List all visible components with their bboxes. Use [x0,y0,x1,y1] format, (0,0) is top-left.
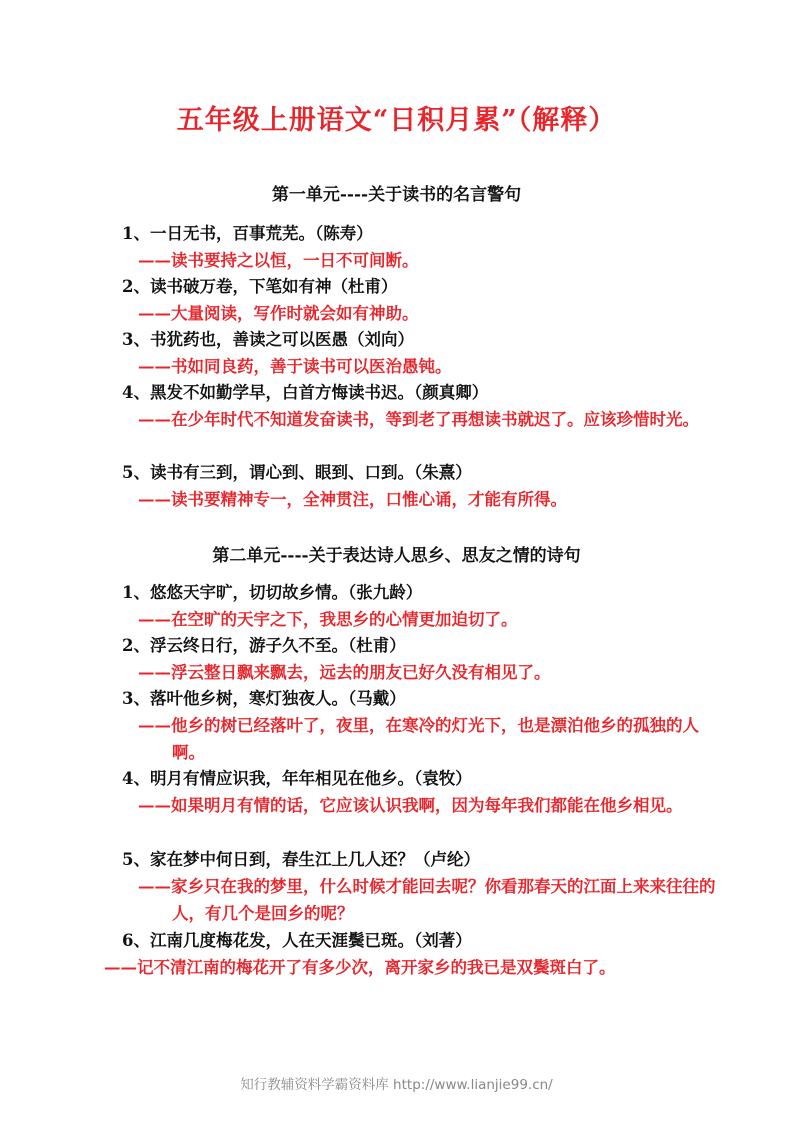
section-heading-1: 第一单元----关于读书的名言警句 [271,185,522,205]
section-heading-2: 第二单元----关于表达诗人思乡、思友之情的诗句 [212,546,581,566]
quote-text: 5、读书有三到，谓心到、眼到、口到。（朱熹） [122,463,472,482]
section-2-item-1 [122,580,722,633]
section-2-item-5 [122,847,722,927]
quote-text: 2、浮云终日行，游子久不至。（杜甫） [122,636,406,655]
section-2-item-2 [122,633,722,686]
explanation-text: ——大量阅读，写作时就会如有神助。 [138,304,419,323]
explanation-text: ——读书要持之以恒，一日不可间断。 [138,251,419,270]
explanation-text: ——书如同良药，善于读书可以医治愚钝。 [138,357,452,376]
quote-text: 1、悠悠天宇旷，切切故乡情。（张九龄） [122,583,423,602]
quote-text: 1、一日无书，百事荒芜。（陈寿） [122,224,373,243]
quote-text: 4、黑发不如勤学早，白首方悔读书迟。（颜真卿） [122,383,489,402]
footer-watermark: 知行教辅资料学霸资料库 http://www.lianjie99.cn/ [240,1077,553,1093]
explanation-text: ——浮云整日飘来飘去，远去的朋友已好久没有相见了。 [138,663,551,682]
quote-text: 3、落叶他乡树，寒灯独夜人。（马戴） [122,689,406,708]
explanation-text: ——在空旷的天宇之下，我思乡的心情更加迫切了。 [138,610,518,629]
section-2-item-4 [122,766,722,819]
quote-text: 4、明月有情应识我，年年相见在他乡。（袁牧） [122,769,472,788]
quote-text: 3、书犹药也，善读之可以医愚（刘向） [122,330,414,349]
explanation-text: ——家乡只在我的梦里，什么时候才能回去呢？你看那春天的江面上来来往往的人，有几个是回乡的呢？ [138,877,716,923]
section-2-item-6 [104,928,722,981]
section-2-item-3 [122,686,722,766]
quote-text: 5、家在梦中何日到，春生江上几人还？（卢纶） [122,850,480,869]
page-title: 五年级上册语文“日积月累”（解释） [176,105,617,136]
quote-text: 6、江南几度梅花发，人在天涯鬓已斑。（刘著） [122,931,472,950]
section-1-item-2 [122,274,722,327]
explanation-text: ——读书要精神专一，全神贯注，口惟心诵，才能有所得。 [138,490,567,509]
explanation-text: ——如果明月有情的话，它应该认识我啊，因为每年我们都能在他乡相见。 [138,796,683,815]
explanation-text: ——记不清江南的梅花开了有多少次，离开家乡的我已是双鬓斑白了。 [104,958,616,977]
section-1-item-4 [122,380,722,433]
quote-text: 2、读书破万卷，下笔如有神（杜甫） [122,277,398,296]
explanation-text: ——在少年时代不知道发奋读书，等到老了再想读书就迟了。应该珍惜时光。 [138,410,699,429]
section-1-item-3 [122,327,722,380]
explanation-text: ——他乡的树已经落叶了，夜里，在寒冷的灯光下，也是漂泊他乡的孤独的人啊。 [138,716,699,762]
section-1-item-1 [122,221,722,274]
section-1-item-5 [122,460,722,513]
